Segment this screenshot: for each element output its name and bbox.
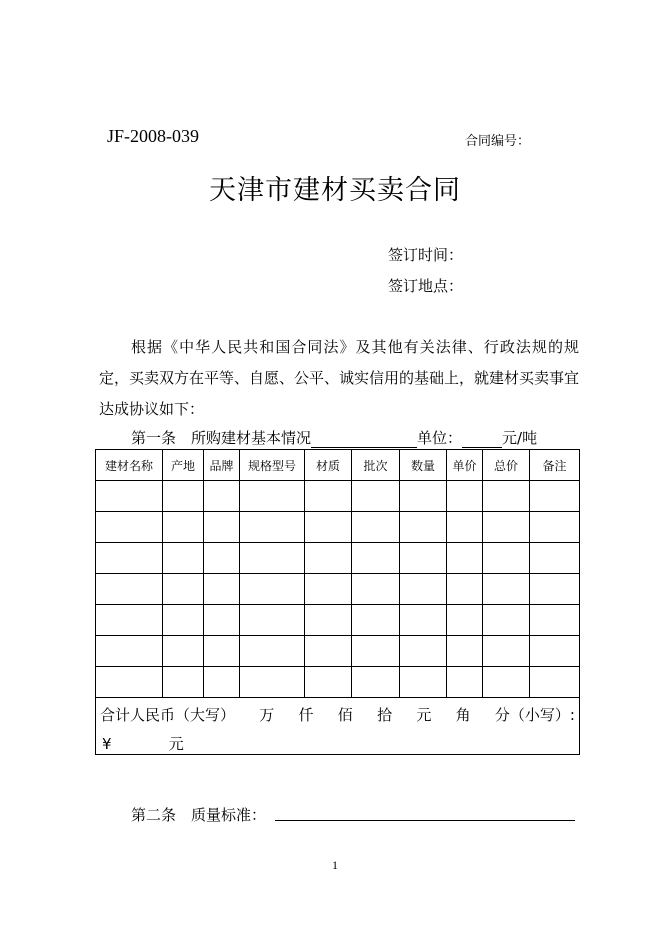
table-cell	[305, 636, 352, 667]
article-1-label: 第一条 所购建材基本情况	[131, 429, 312, 447]
table-cell	[240, 667, 305, 698]
table-cell	[240, 605, 305, 636]
table-cell	[96, 543, 163, 574]
table-cell	[163, 605, 204, 636]
table-cell	[447, 512, 483, 543]
table-cell	[163, 574, 204, 605]
article-1-line	[131, 427, 537, 448]
article-1-blank	[311, 431, 417, 448]
table-cell	[240, 636, 305, 667]
table-cell	[204, 574, 240, 605]
table-cell	[483, 636, 530, 667]
table-cell	[204, 481, 240, 512]
table-row	[96, 543, 580, 574]
column-header: 数量	[400, 450, 447, 481]
unit-label: 单位：	[417, 429, 463, 447]
table-header-row	[96, 450, 580, 481]
total-cell	[96, 698, 580, 755]
table-cell	[163, 481, 204, 512]
total-row	[96, 698, 580, 755]
table-cell	[447, 605, 483, 636]
table-cell	[483, 512, 530, 543]
table-cell	[530, 667, 580, 698]
sign-time-label: 签订时间：	[388, 246, 464, 264]
column-header: 产地	[163, 450, 204, 481]
table-cell	[305, 605, 352, 636]
column-header: 建材名称	[96, 450, 163, 481]
unit-blank	[462, 431, 502, 448]
table-cell	[483, 605, 530, 636]
table-cell	[240, 543, 305, 574]
table-cell	[352, 512, 400, 543]
table-cell	[530, 605, 580, 636]
total-line-2: ¥ 元	[102, 735, 184, 753]
table-cell	[447, 543, 483, 574]
table-cell	[483, 543, 530, 574]
table-cell	[204, 667, 240, 698]
table-cell	[400, 512, 447, 543]
table-cell	[96, 667, 163, 698]
table-cell	[352, 667, 400, 698]
table-cell	[352, 574, 400, 605]
table-cell	[96, 605, 163, 636]
table-cell	[96, 574, 163, 605]
table-cell	[352, 481, 400, 512]
table-cell	[163, 636, 204, 667]
table-cell	[483, 481, 530, 512]
table-cell	[305, 481, 352, 512]
table-cell	[163, 667, 204, 698]
column-header: 材质	[305, 450, 352, 481]
table-cell	[204, 543, 240, 574]
total-unit: 佰	[337, 706, 353, 724]
table-cell	[305, 574, 352, 605]
table-cell	[447, 574, 483, 605]
table-cell	[352, 636, 400, 667]
table-cell	[240, 481, 305, 512]
table-cell	[204, 605, 240, 636]
total-label: 合计人民币（大写）	[100, 706, 236, 724]
column-header: 备注	[530, 450, 580, 481]
table-cell	[530, 543, 580, 574]
total-line-1	[96, 698, 579, 725]
column-header: 批次	[352, 450, 400, 481]
table-cell	[352, 543, 400, 574]
table-cell	[204, 512, 240, 543]
table-cell	[96, 512, 163, 543]
total-unit: 元	[416, 706, 432, 724]
table-row	[96, 512, 580, 543]
article-2-label: 第二条 质量标准：	[131, 806, 267, 824]
table-cell	[447, 667, 483, 698]
sign-place-label: 签订地点：	[388, 277, 464, 295]
page-number: 1	[332, 858, 338, 872]
column-header: 总价	[483, 450, 530, 481]
table-cell	[96, 636, 163, 667]
column-header: 规格型号	[240, 450, 305, 481]
column-header: 品牌	[204, 450, 240, 481]
table-cell	[305, 512, 352, 543]
total-unit: 角	[455, 706, 471, 724]
table-cell	[530, 574, 580, 605]
table-cell	[352, 605, 400, 636]
table-cell	[240, 512, 305, 543]
table-cell	[400, 636, 447, 667]
table-row	[96, 605, 580, 636]
total-unit: 万	[259, 706, 275, 724]
table-cell	[163, 543, 204, 574]
table-cell	[163, 512, 204, 543]
table-cell	[96, 481, 163, 512]
table-cell	[530, 636, 580, 667]
table-cell	[240, 574, 305, 605]
total-unit: 仟	[298, 706, 314, 724]
table-row	[96, 481, 580, 512]
table-row	[96, 667, 580, 698]
table-cell	[400, 543, 447, 574]
table-row	[96, 574, 580, 605]
table-cell	[400, 481, 447, 512]
table-cell	[400, 667, 447, 698]
intro-paragraph: 根据《中华人民共和国合同法》及其他有关法律、行政法规的规定，买卖双方在平等、自愿、公平、诚实信用的基础上，就建材买卖事宜达成协议如下：	[99, 338, 580, 418]
unit-suffix: 元/吨	[502, 429, 538, 447]
table-cell	[483, 574, 530, 605]
table-cell	[204, 636, 240, 667]
table-cell	[530, 481, 580, 512]
table-cell	[305, 543, 352, 574]
document-title: 天津市建材买卖合同	[209, 175, 461, 206]
table-cell	[400, 574, 447, 605]
table-cell	[530, 512, 580, 543]
article-2-blank	[275, 820, 575, 821]
table-cell	[305, 667, 352, 698]
total-unit: 分（小写）:	[494, 706, 575, 724]
table-row	[96, 636, 580, 667]
table-cell	[447, 481, 483, 512]
table-cell	[400, 605, 447, 636]
total-unit: 拾	[377, 706, 393, 724]
column-header: 单价	[447, 450, 483, 481]
contract-number-label: 合同编号：	[465, 133, 531, 148]
document-code: JF-2008-039	[107, 126, 200, 146]
table-cell	[447, 636, 483, 667]
materials-table	[95, 449, 580, 755]
table-cell	[483, 667, 530, 698]
